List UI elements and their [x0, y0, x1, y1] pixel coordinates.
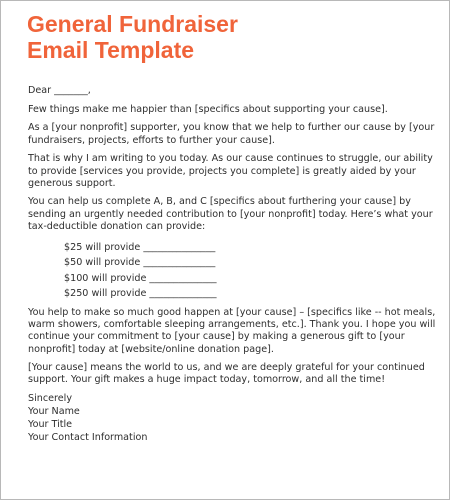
donation-item-50: $50 will provide _______________: [64, 257, 216, 269]
letter-paragraph-6: [Your cause] means the world to us, and we are deeply grateful for your continued support. Your gift makes a huge impact today, tomorrow, and all the time!: [28, 362, 425, 386]
donation-item-250: $250 will provide ______________: [64, 288, 217, 300]
title-line-1: General Fundraiser: [27, 11, 238, 37]
letter-salutation: Dear _______,: [28, 85, 91, 96]
page-title: [27, 11, 238, 63]
letter-closing: [28, 393, 438, 444]
closing-contact: Your Contact Information: [28, 431, 148, 443]
letter-paragraph-5: You help to make so much good happen at [your cause] – [specifics like -- hot meals, warm showers, comfortable sleeping arrangements, etc.]. Thank you. I hope you will continue your commitment to [your cause] by making a generous gift to [your nonprofit] today at [website/online donation page].: [28, 306, 436, 355]
donation-item-25: $25 will provide _______________: [64, 241, 216, 253]
letter-paragraph-4: You can help us complete A, B, and C [specifics about furthering your cause] by sending an urgently needed contribution to [your nonprofit] today. Here’s what your tax-deductible donation can provide:: [28, 196, 433, 232]
title-line-2: Email Template: [27, 37, 195, 63]
letter-paragraph-2: As a [your nonprofit] supporter, you know that we help to further our cause by [your fundraisers, projects, efforts to further your cause].: [28, 122, 435, 146]
donation-list: [28, 240, 438, 302]
letter-paragraph-3: That is why I am writing to you today. As our cause continues to struggle, our ability to provide [services you provide, projects you complete] is greatly aided by your generous support.: [28, 153, 433, 189]
closing-name: Your Name: [28, 405, 80, 417]
letter-paragraph-1: Few things make me happier than [specifics about supporting your cause].: [28, 103, 388, 115]
closing-title: Your Title: [28, 418, 73, 430]
donation-item-100: $100 will provide ______________: [64, 272, 217, 284]
letter-body: [28, 85, 438, 444]
closing-signoff: Sincerely: [28, 393, 72, 405]
